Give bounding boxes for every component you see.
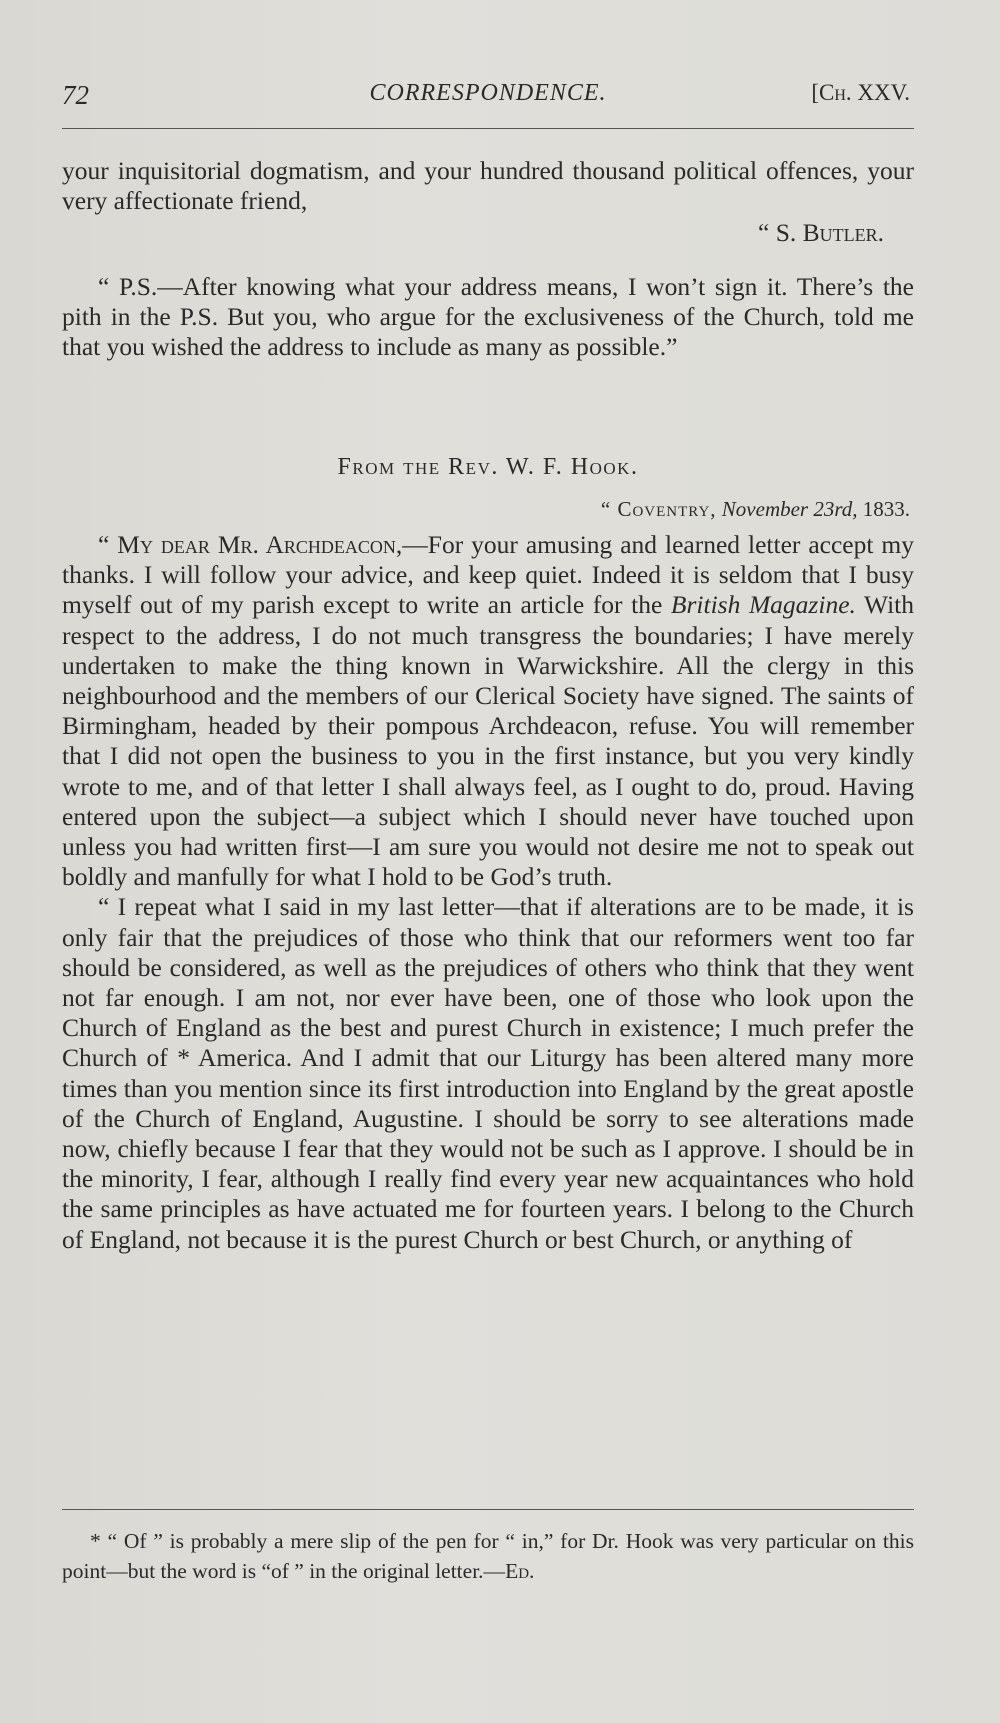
butler-signature: “ S. Butler. (758, 218, 884, 248)
letter-closing: your inquisitorial dogmatism, and your hundred thousand political offences, your very affectionate friend, (62, 156, 914, 216)
butler-letter-end (62, 156, 914, 249)
dateline-year: 1833. (862, 497, 910, 521)
hook-letter-body (62, 530, 914, 1255)
hook-paragraph-2: “ I repeat what I said in my last letter—that if alterations are to be made, it is only fair that the prejudices of those who think that our reformers went too far should be considered, as well as the prejudices of others who think that they went not far enough. I am not, nor ever have been, one of those who look upon the Church of England as the best and purest Church in existence; I much prefer the Church of * America. And I admit that our Liturgy has been altered many more times than you mention since its first introduction into England by the great apostle of the Church of England, Augustine. I should be sorry to see alterations made now, chiefly because I fear that they would not be such as I approve. I should be in the minority, I fear, although I really find every year new acquaintances who hold the same principles as have actuated me for fourteen years. I belong to the Church of England, not because it is the purest Church or best Church, or anything of (62, 892, 914, 1254)
header-rule (62, 128, 914, 129)
paragraph-1-part-a: —For your amusing and learned letter accept my thanks. I will follow your advice, and keep quiet. Indeed it is seldom that I busy myself out of my parish except to write an article for the (62, 530, 915, 620)
salutation: “ My dear Mr. Archdeacon, (98, 530, 403, 559)
hook-paragraph-1 (62, 530, 914, 892)
footnote (62, 1526, 914, 1586)
paragraph-1-part-b: With respect to the address, I do not much transgress the boundaries; I have merely undertaken to make the thing known in Warwickshire. All the clergy in this neighbourhood and the members of our Clerical Society have signed. The saints of Birmingham, headed by their pompous Archdeacon, refuse. You will remember that I did not open the business to you in the first instance, but you very kindly wrote to me, and of that letter I shall always feel, as I ought to do, proud. Having entered upon the subject—a subject which I should never have touched upon unless you had written first—I am sure you would not desire me not to speak out boldly and manfully for what I hold to be God’s truth. (62, 590, 915, 892)
dateline (62, 497, 910, 522)
footnote-text: * “ Of ” is probably a mere slip of the pen for “ in,” for Dr. Hook was very particular on this point—but the word is “of ” in the original letter.— (62, 1529, 914, 1583)
footnote-editor: Ed. (505, 1559, 535, 1583)
chapter-reference: [Ch. XXV. (811, 80, 910, 105)
page-number: 72 (62, 80, 89, 110)
letter-heading: From the Rev. W. F. Hook. (337, 454, 639, 480)
footnote-rule (62, 1509, 914, 1510)
dateline-date: November 23rd, (721, 497, 858, 521)
running-title: CORRESPONDENCE. (369, 80, 607, 106)
british-magazine-title: British Magazine. (670, 590, 856, 620)
dateline-place: “ Coventry, (600, 497, 717, 521)
butler-postscript (62, 272, 914, 363)
postscript-paragraph: “ P.S.—After knowing what your address means, I won’t sign it. There’s the pith in the P.S. But you, who argue for the exclusiveness of the Church, told me that you wished the address to include as many as possible.” (62, 272, 914, 362)
running-head (62, 74, 914, 114)
footnote-paragraph (62, 1526, 914, 1586)
